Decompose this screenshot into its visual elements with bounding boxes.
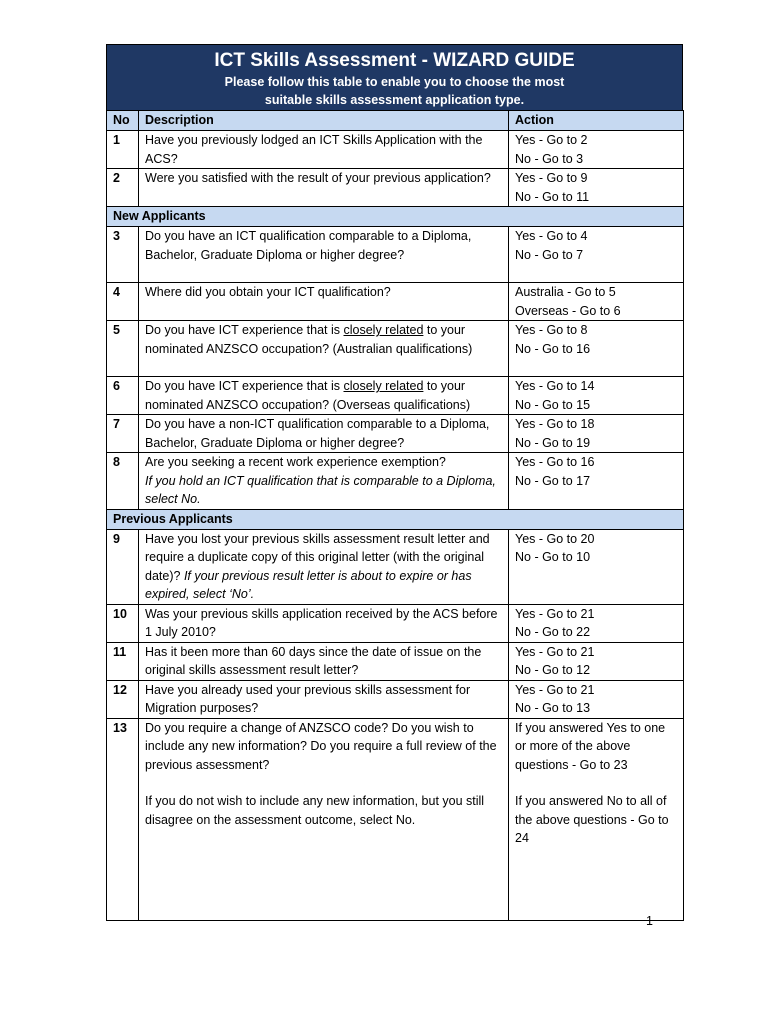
row-number: 1: [107, 131, 139, 169]
action-no: No - Go to 7: [515, 247, 584, 262]
action-yes: Yes - Go to 21: [515, 682, 595, 697]
row-action: [509, 604, 684, 642]
row-number: 10: [107, 604, 139, 642]
table-row: [107, 718, 684, 920]
desc-paragraph-1: Do you require a change of ANZSCO code? Do you wish to include any new information? Do you require a full review of the previous assessment?: [145, 720, 497, 772]
action-no: No - Go to 16: [515, 341, 591, 356]
row-action: [509, 131, 684, 169]
subtitle-line-2: suitable skills assessment application type.: [264, 93, 525, 107]
row-number: 7: [107, 415, 139, 453]
table-row: [107, 377, 684, 415]
table-header-row: [107, 111, 684, 131]
action-no: No - Go to 15: [515, 397, 591, 412]
header-banner: [106, 44, 683, 110]
table-row: [107, 227, 684, 283]
action-yes: Australia - Go to 5: [515, 285, 616, 299]
table-row: [107, 453, 684, 510]
row-number: 13: [107, 718, 139, 920]
action-yes: If you answered Yes to one or more of the above questions - Go to 23: [515, 720, 666, 772]
section-row-new-applicants: [107, 207, 684, 227]
action-no: No - Go to 13: [515, 701, 591, 715]
row-number: 3: [107, 227, 139, 283]
desc-part: to your nominated ANZSCO occupation? (Australian qualifications): [145, 323, 473, 356]
action-no: No - Go to 11: [515, 189, 590, 204]
action-no: Overseas - Go to 6: [515, 303, 621, 318]
row-description: [139, 453, 509, 510]
row-action: [509, 321, 684, 377]
action-yes: Yes - Go to 21: [515, 644, 595, 659]
table-row: [107, 169, 684, 207]
wizard-table: [106, 110, 684, 921]
row-description: [139, 529, 509, 604]
row-action: [509, 227, 684, 283]
row-number: 5: [107, 321, 139, 377]
action-no: No - Go to 17: [515, 473, 591, 488]
row-description: Were you satisfied with the result of your previous application?: [139, 169, 509, 207]
action-no: No - Go to 3: [515, 151, 584, 166]
row-description: [139, 377, 509, 415]
row-description: [139, 321, 509, 377]
row-description: Was your previous skills application received by the ACS before 1 July 2010?: [139, 604, 509, 642]
desc-part: Are you seeking a recent work experience exemption?: [145, 455, 446, 469]
desc-italic-note: If you hold an ICT qualification that is comparable to a Diploma, select No.: [145, 473, 496, 506]
action-yes: Yes - Go to 18: [515, 417, 595, 431]
section-label: Previous Applicants: [107, 509, 684, 529]
row-action: [509, 415, 684, 453]
column-header-action: Action: [509, 111, 684, 131]
row-number: 4: [107, 283, 139, 321]
row-number: 2: [107, 169, 139, 207]
action-no: No - Go to 22: [515, 625, 591, 639]
action-no: If you answered No to all of the above questions - Go to 24: [515, 794, 669, 845]
table-row: [107, 131, 684, 169]
table-row: [107, 680, 684, 718]
section-label: New Applicants: [107, 207, 684, 227]
row-description: Have you already used your previous skills assessment for Migration purposes?: [139, 680, 509, 718]
table-row: [107, 415, 684, 453]
row-action: [509, 453, 684, 510]
action-yes: Yes - Go to 2: [515, 133, 588, 147]
action-yes: Yes - Go to 8: [515, 323, 588, 337]
row-number: 8: [107, 453, 139, 510]
row-description: Where did you obtain your ICT qualification?: [139, 283, 509, 321]
action-yes: Yes - Go to 4: [515, 229, 588, 243]
section-row-previous-applicants: [107, 509, 684, 529]
column-header-no: No: [107, 111, 139, 131]
row-number: 11: [107, 642, 139, 680]
table-row: [107, 321, 684, 377]
row-action: [509, 377, 684, 415]
document: [106, 44, 683, 921]
desc-underlined: closely related: [343, 379, 424, 393]
page-title: ICT Skills Assessment - WIZARD GUIDE: [214, 50, 575, 71]
row-description: Do you have a non-ICT qualification comparable to a Diploma, Bachelor, Graduate Diploma or higher degree?: [139, 415, 509, 453]
row-description: Has it been more than 60 days since the date of issue on the original skills assessment result letter?: [139, 642, 509, 680]
action-yes: Yes - Go to 9: [515, 171, 588, 185]
desc-part: to your nominated ANZSCO occupation? (Overseas qualifications): [145, 379, 471, 412]
table-row: [107, 604, 684, 642]
action-yes: Yes - Go to 20: [515, 531, 595, 546]
column-header-description: Description: [139, 111, 509, 131]
row-description: [139, 718, 509, 920]
row-action: [509, 680, 684, 718]
page-number: 1: [646, 914, 653, 928]
desc-part: Do you have ICT experience that is: [145, 379, 344, 393]
row-number: 6: [107, 377, 139, 415]
table-row: [107, 529, 684, 604]
row-action: [509, 169, 684, 207]
row-action: [509, 283, 684, 321]
action-no: No - Go to 19: [515, 435, 591, 450]
row-number: 9: [107, 529, 139, 604]
desc-paragraph-2: If you do not wish to include any new information, but you still disagree on the assessment outcome, select No.: [145, 794, 485, 827]
table-row: [107, 283, 684, 321]
desc-underlined: closely related: [343, 323, 424, 337]
action-no: No - Go to 12: [515, 663, 591, 677]
action-yes: Yes - Go to 14: [515, 379, 595, 393]
paragraph-gap: [145, 774, 502, 792]
action-yes: Yes - Go to 21: [515, 606, 595, 621]
row-description: Do you have an ICT qualification comparable to a Diploma, Bachelor, Graduate Diploma or higher degree?: [139, 227, 509, 283]
row-description: Have you previously lodged an ICT Skills Application with the ACS?: [139, 131, 509, 169]
row-number: 12: [107, 680, 139, 718]
desc-italic-note: If your previous result letter is about to expire or has expired, select ‘No’.: [145, 568, 472, 601]
action-no: No - Go to 10: [515, 550, 591, 564]
row-action: [509, 642, 684, 680]
desc-part: Have you lost your previous skills assessment result letter and require a duplicate copy of this original letter (with the original date)?: [145, 531, 490, 583]
table-row: [107, 642, 684, 680]
action-yes: Yes - Go to 16: [515, 455, 595, 469]
row-action: [509, 529, 684, 604]
desc-part: Do you have ICT experience that is: [145, 323, 344, 337]
row-action: [509, 718, 684, 920]
subtitle-line-1: Please follow this table to enable you to choose the most: [224, 75, 565, 89]
paragraph-gap: [515, 774, 677, 792]
